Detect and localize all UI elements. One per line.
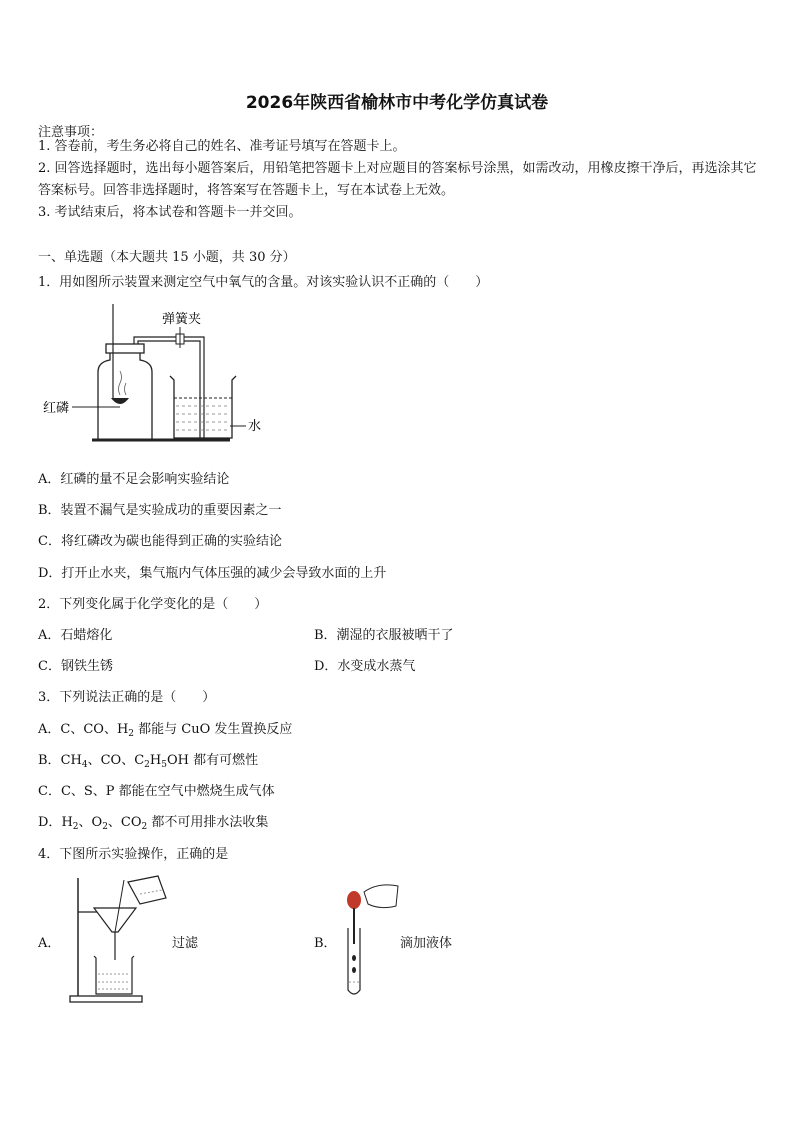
q1-option-a: A．红磷的量不足会影响实验结论 [38,472,230,487]
q1-option-b: B．装置不漏气是实验成功的重要因素之一 [38,503,282,518]
page-title: 2026年陕西省榆林市中考化学仿真试卷 [245,93,549,113]
q4-option-a-caption: 过滤 [172,936,199,951]
label-red-phosphorus: 红磷 [43,401,70,416]
q3-option-c: C．C、S、P 都能在空气中燃烧生成气体 [38,784,275,799]
q1-option-c: C．将红磷改为碳也能得到正确的实验结论 [38,534,282,549]
q1-apparatus-figure [40,300,280,450]
q4-option-a-label: A． [38,936,61,951]
q3-option-b: B．$CH_4$、CO、$C_2H_5OH$ 都有可燃性 [38,753,259,770]
q3-option-d: D．$H_2$、$O_2$、$CO_2$ 都不可用排水法收集 [38,815,269,832]
q2-option-a: A．石蜡熔化 [38,628,113,643]
q4-option-b-label: B． [314,936,337,951]
q2-option-c: C．钢铁生锈 [38,659,113,674]
notice-item-1: 1. 答卷前，考生务必将自己的姓名、准考证号填写在答题卡上。 [38,139,406,154]
q3-option-a: A．C、CO、$H_2$ 都能与 CuO 发生置换反应 [38,722,293,739]
dropper-icon [334,878,404,1000]
q2-stem: 2．下列变化属于化学变化的是（ ） [38,597,268,612]
q2-option-b: B．潮湿的衣服被晒干了 [314,628,454,643]
q1-stem: 1．用如图所示装置来测定空气中氧气的含量。对该实验认识不正确的（ ） [38,275,489,290]
filtration-icon [66,874,176,1006]
q4-option-b-caption: 滴加液体 [400,936,453,951]
label-clamp: 弹簧夹 [162,312,202,327]
q4-stem: 4．下图所示实验操作，正确的是 [38,847,229,862]
q1-option-d: D．打开止水夹，集气瓶内气体压强的减少会导致水面的上升 [38,566,387,581]
q2-option-d: D．水变成水蒸气 [314,659,416,674]
section-heading: 一、单选题（本大题共 15 小题，共 30 分） [38,250,296,265]
notice-heading: 注意事项： [38,125,104,140]
notice-item-3: 3. 考试结束后，将本试卷和答题卡一并交回。 [38,205,302,220]
label-water: 水 [248,419,262,434]
q3-stem: 3．下列说法正确的是（ ） [38,690,216,705]
notice-item-2: 2. 回答选择题时，选出每小题答案后，用铅笔把答题卡上对应题目的答案标号涂黑，如需改动，用橡皮擦干净后，再选涂其它答案标号。回答非选择题时，将答案写在答题卡上，写在本试卷上无效。 [38,161,757,198]
